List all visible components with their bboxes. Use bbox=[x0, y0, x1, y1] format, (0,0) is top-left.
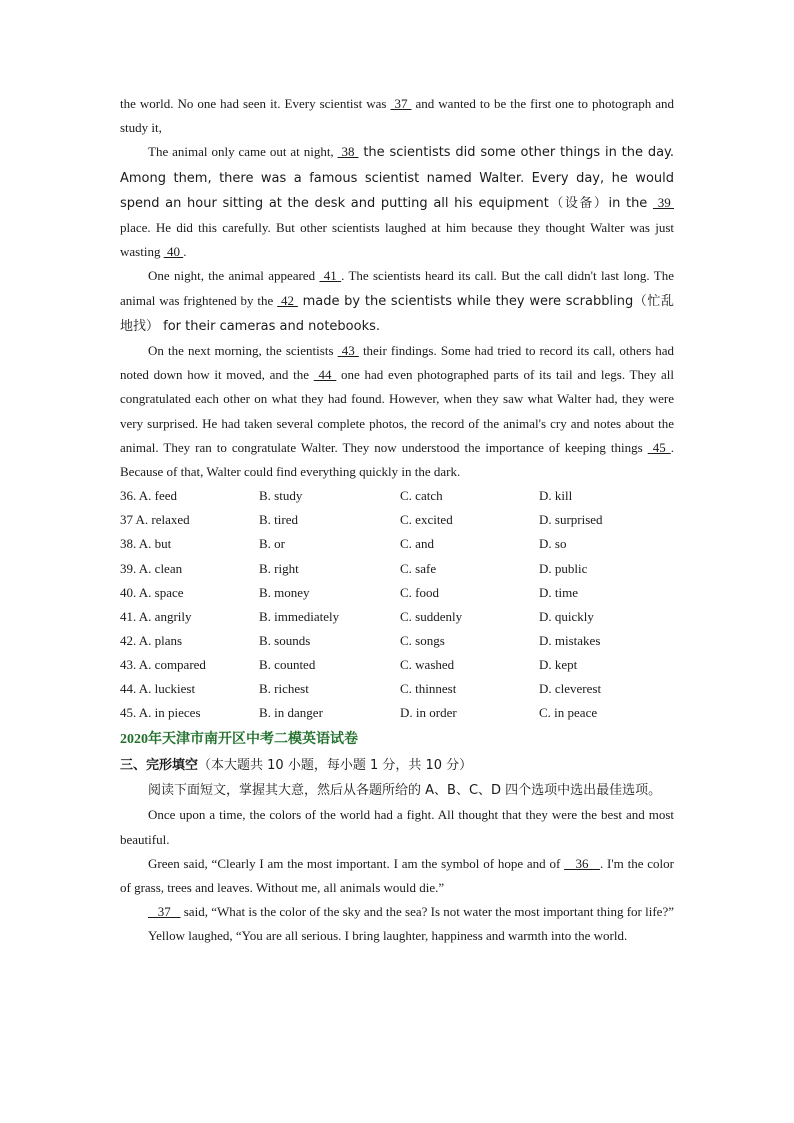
option-cell: C. thinnest bbox=[400, 681, 457, 696]
option-cell: 41. A. angrily bbox=[120, 608, 192, 624]
option-cell: B. counted bbox=[259, 656, 316, 672]
option-cell: D. public bbox=[539, 560, 588, 576]
option-cell: B. study bbox=[259, 488, 303, 504]
option-cell: D. cleverest bbox=[539, 681, 602, 696]
paragraph-text: . Because of that, Walter could find everything quickly in the dark. bbox=[120, 439, 675, 480]
option-cell: 37 A. relaxed bbox=[120, 512, 190, 528]
option-cell: B. or bbox=[259, 536, 285, 552]
option-row bbox=[120, 605, 674, 629]
option-cell: B. right bbox=[259, 560, 299, 576]
option-row bbox=[120, 508, 674, 532]
option-cell: D. quickly bbox=[539, 608, 594, 624]
option-row bbox=[120, 532, 674, 556]
answer-blank: 37 bbox=[148, 904, 181, 920]
answer-blank: 40 bbox=[163, 244, 184, 260]
option-cell: B. money bbox=[259, 584, 310, 600]
option-cell: C. washed bbox=[400, 656, 455, 672]
option-cell: 44. A. luckiest bbox=[120, 681, 196, 696]
option-cell: D. in order bbox=[400, 705, 457, 721]
options-table bbox=[120, 484, 674, 725]
option-cell: C. safe bbox=[400, 560, 437, 576]
option-cell: C. food bbox=[400, 584, 439, 600]
option-cell: 43. A. compared bbox=[120, 656, 206, 672]
paragraph-text: 阅读下面短文，掌握其大意，然后从各题所给的 A、B、C、D 四个选项中选出最佳选项。 bbox=[148, 783, 662, 799]
question-info: （本大题共 10 小题，每小题 1 分，共 10 分） bbox=[198, 758, 473, 774]
paragraph bbox=[120, 778, 674, 803]
paragraph bbox=[120, 900, 674, 924]
option-cell: 42. A. plans bbox=[120, 632, 183, 648]
option-cell: C. suddenly bbox=[400, 608, 463, 624]
paragraph bbox=[120, 92, 674, 140]
option-row bbox=[120, 653, 674, 677]
option-cell: C. and bbox=[400, 536, 434, 552]
paragraph-text: Green said, “Clearly I am the most important. I am the symbol of hope and of bbox=[148, 855, 565, 871]
option-cell: C. catch bbox=[400, 488, 443, 504]
option-cell: 36. A. feed bbox=[120, 488, 178, 504]
paragraph-text: the world. No one had seen it. Every scientist was bbox=[120, 96, 391, 111]
option-cell: D. kept bbox=[539, 656, 578, 672]
option-cell: 38. A. but bbox=[120, 536, 172, 552]
paragraph-text: one had even photographed parts of its tail and legs. They all congratulated each other on what they had found. However, when they saw what Walter had, they were very surprised. He had taken several complete photos, the record of the animal's cry and notes about the animal. They ran to congratulate Walter. They now understood the importance of keeping things bbox=[120, 367, 674, 455]
option-cell: C. in peace bbox=[539, 705, 598, 721]
paragraph bbox=[120, 852, 674, 900]
paragraph-text: made by the scientists while they were scrabbling（忙乱地找） for their cameras and notebooks. bbox=[120, 293, 675, 334]
option-cell: 39. A. clean bbox=[120, 560, 183, 576]
paragraph-text: and wanted to be the first one to photograph and study it, bbox=[120, 96, 674, 136]
answer-blank: 39 bbox=[652, 194, 674, 210]
option-row bbox=[120, 581, 674, 605]
paragraph-text: place. He did this carefully. But other scientists laughed at him because they thought Walter was just wasting bbox=[120, 220, 674, 260]
option-cell: C. songs bbox=[400, 632, 445, 648]
answer-blank: 36 bbox=[564, 855, 600, 871]
option-cell: B. richest bbox=[259, 681, 309, 696]
paragraph bbox=[120, 140, 674, 264]
option-row bbox=[120, 557, 674, 581]
paragraph-text: . bbox=[183, 244, 187, 260]
option-cell: B. tired bbox=[259, 512, 298, 528]
paragraph-text: Yellow laughed, “You are all serious. I bring laughter, happiness and warmth into the world. bbox=[148, 928, 628, 944]
option-row bbox=[120, 677, 674, 701]
answer-blank: 41 bbox=[319, 268, 342, 284]
option-cell: C. excited bbox=[400, 512, 453, 528]
option-cell: D. kill bbox=[539, 488, 573, 504]
passage-2 bbox=[120, 778, 674, 948]
option-cell: D. mistakes bbox=[539, 632, 601, 648]
question-header bbox=[120, 752, 674, 778]
paragraph bbox=[120, 264, 674, 339]
option-cell: 45. A. in pieces bbox=[120, 705, 201, 721]
answer-blank: 45 bbox=[647, 439, 671, 455]
answer-blank: 42 bbox=[277, 292, 298, 308]
option-row bbox=[120, 484, 674, 508]
answer-blank: 37 bbox=[390, 96, 412, 111]
option-cell: B. immediately bbox=[259, 608, 340, 624]
paragraph-text: The animal only came out at night, bbox=[148, 144, 338, 160]
paragraph bbox=[120, 924, 674, 948]
option-cell: D. so bbox=[539, 536, 567, 552]
option-cell: D. time bbox=[539, 584, 578, 600]
paragraph-text: One night, the animal appeared bbox=[148, 268, 320, 284]
paragraph-text: On the next morning, the scientists bbox=[148, 343, 338, 359]
paragraph-text: Once upon a time, the colors of the world had a fight. All thought that they were the best and most beautiful. bbox=[120, 807, 674, 847]
option-cell: 40. A. space bbox=[120, 584, 184, 600]
question-number-label: 三、完形填空 bbox=[120, 758, 199, 774]
paragraph-text: . I'm the color of grass, trees and leaves. Without me, all animals would die.” bbox=[120, 855, 674, 895]
paragraph-text: the scientists did some other things in the day. Among them, there was a famous scientist named Walter. Every day, he would spend an hour sitting at the desk and putting all his equipment（设备）in the bbox=[120, 145, 675, 211]
paragraph-text: said, “What is the color of the sky and the sea? Is not water the most important thing for life?” bbox=[180, 904, 674, 920]
option-row bbox=[120, 701, 674, 725]
paragraph bbox=[120, 803, 674, 851]
paragraph-text: . The scientists heard its call. But the call didn't last long. The animal was frightened by the bbox=[120, 268, 674, 308]
exam-title: 2020年天津市南开区中考二模英语试卷 bbox=[120, 732, 358, 748]
answer-blank: 43 bbox=[337, 343, 359, 359]
paragraph-text: their findings. Some had tried to record its call, others had noted down how it moved, and the bbox=[120, 343, 675, 383]
passage-1 bbox=[120, 92, 674, 484]
paragraph bbox=[120, 339, 674, 484]
option-cell: B. in danger bbox=[259, 705, 323, 721]
document-page bbox=[120, 92, 674, 949]
option-cell: D. surprised bbox=[539, 512, 603, 528]
option-cell: B. sounds bbox=[259, 632, 311, 648]
answer-blank: 44 bbox=[313, 367, 337, 383]
answer-blank: 38 bbox=[337, 144, 359, 160]
option-row bbox=[120, 629, 674, 653]
